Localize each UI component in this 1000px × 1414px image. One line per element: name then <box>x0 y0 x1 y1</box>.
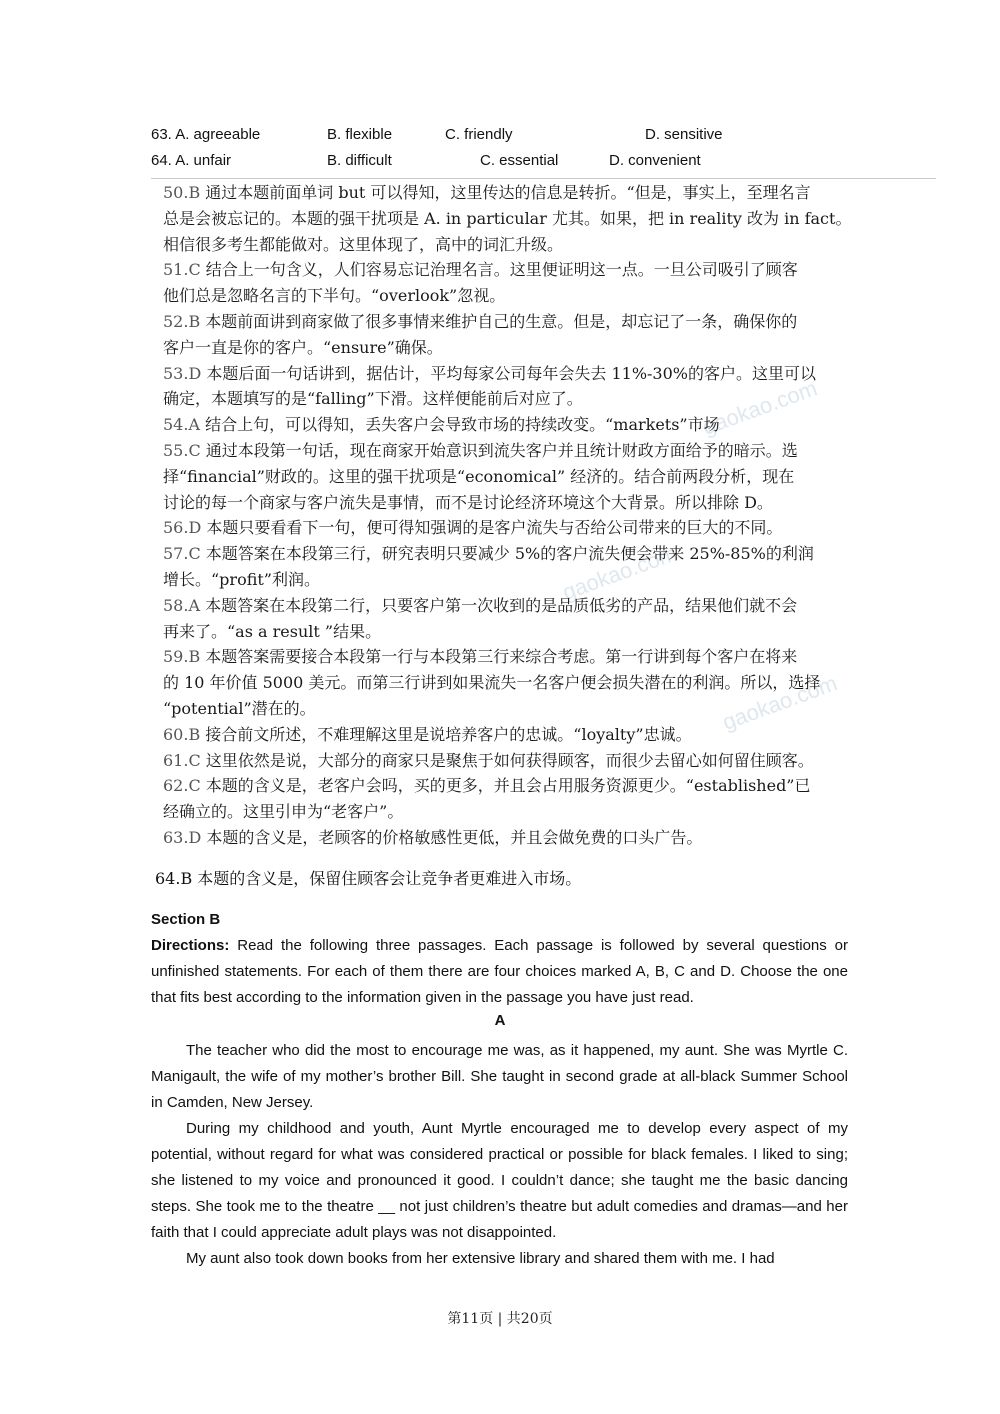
paragraph: During my childhood and youth, Aunt Myrtle encouraged me to develop every aspect of my potential, without regard for what was considered practical or possible for black females. I liked to sing; she listened to my voice and pronounced it good. I couldn’t dance; she taught me the basic dancing steps. She took me to the theatre __ not just children’s theatre but adult comedies and dramas—and her faith that I could appreciate adult plays was not disappointed. <box>151 1120 848 1241</box>
answer-line <box>163 232 908 258</box>
answer-number: 57.C <box>163 544 201 564</box>
answer-number: 60.B <box>163 724 201 744</box>
answer-line <box>163 361 908 387</box>
answer-line <box>163 773 908 799</box>
answer-text: 本题后面一句话讲到，据估计，平均每家公司每年会失去 11%-30%的客户。这里可以 <box>201 363 816 383</box>
answer-line <box>163 490 908 516</box>
answer-text: 接合前文所述，不难理解这里是说培养客户的忠诚。“loyalty”忠诚。 <box>200 724 692 744</box>
answer-number: 55.C <box>163 440 201 460</box>
answer-line <box>163 670 908 696</box>
answer-text: 结合上句，可以得知，丢失客户会导致市场的持续改变。“markets”市场 <box>200 415 720 435</box>
answer-line <box>163 696 908 722</box>
answer-text: 客户一直是你的客户。“ensure”确保。 <box>163 337 443 357</box>
answer-text: 再来了。“as a result ”结果。 <box>163 621 382 641</box>
answer-number: 61.C <box>163 750 201 770</box>
option-a: 64. A. unfair <box>151 152 232 169</box>
answer-text: 结合上一句含义，人们容易忘记治理名言。这里便证明这一点。一旦公司吸引了顾客 <box>200 260 798 280</box>
answer-line <box>163 567 908 593</box>
answer-line <box>163 825 908 851</box>
answer-text: 本题只要看看下一句，便可得知强调的是客户流失与否给公司带来的巨大的不同。 <box>201 518 783 538</box>
answer-text: 确定，本题填写的是“falling”下滑。这样便能前后对应了。 <box>163 389 583 409</box>
option-a: 63. A. agreeable <box>151 126 261 143</box>
answer-number: 62.C <box>163 776 201 796</box>
answer-text: 通过本段第一句话，现在商家开始意识到流失客户并且统计财政方面给予的暗示。选 <box>200 440 798 460</box>
answer-text: 本题的含义是，老顾客的价格敏感性更低，并且会做免费的口头广告。 <box>201 827 703 847</box>
answer-number: 59.B <box>163 647 201 667</box>
section-title: Section B <box>151 911 221 928</box>
watermark: gaokao.com <box>719 670 841 735</box>
answer-text: 这里依然是说，大部分的商家只是聚焦于如何获得顾客，而很少去留心如何留住顾客。 <box>200 750 814 770</box>
answer-line <box>163 206 908 232</box>
passage-letter: A <box>494 1012 506 1029</box>
answer-text: 择“financial”财政的。这里的强干扰项是“economical” 经济的。结合前两段分析，现在 <box>163 466 795 486</box>
answer-line <box>163 464 908 490</box>
option-b: B. flexible <box>327 126 393 143</box>
answer-line <box>163 309 908 335</box>
answer-line <box>163 619 908 645</box>
answer-number: 54.A <box>163 415 200 435</box>
answer-text: “potential”潜在的。 <box>163 698 316 718</box>
answer-line <box>163 593 908 619</box>
answer-line <box>163 257 908 283</box>
answer-line <box>163 799 908 825</box>
answer-number: 51.C <box>163 260 201 280</box>
answer-text: 总是会被忘记的。本题的强干扰项是 A. in particular 尤其。如果，把 in reality 改为 in fact。 <box>163 208 852 228</box>
answer-line <box>163 515 908 541</box>
page-footer: 第11页 | 共20页 <box>447 1311 553 1327</box>
answer-number: 53.D <box>163 363 202 383</box>
answer-line <box>163 722 908 748</box>
watermark: gaokao.com <box>559 540 681 605</box>
answer-line <box>163 438 908 464</box>
answer-text: 本题的含义是，老客户会吗，买的更多，并且会占用服务资源更少。“established”已 <box>200 776 811 796</box>
answer-text: 本题答案需要接合本段第一行与本段第三行来综合考虑。第一行讲到每个客户在将来 <box>200 647 798 667</box>
answer-number: 56.D <box>163 518 202 538</box>
answer-number: 50.B <box>163 183 201 202</box>
answer-number: 63.D <box>163 827 202 847</box>
answer-text: 通过本题前面单词 but 可以得知，这里传达的信息是转折。“但是，事实上，至理名言 <box>200 183 811 202</box>
answer-number: 52.B <box>163 311 201 331</box>
answer-text: 相信很多考生都能做对。这里体现了，高中的词汇升级。 <box>163 234 564 254</box>
answer-explanations <box>163 180 908 851</box>
answer-text: 增长。“profit”利润。 <box>163 569 320 589</box>
answer-line <box>163 386 908 412</box>
option-c: C. essential <box>480 152 559 169</box>
answer-text: 本题前面讲到商家做了很多事情来维护自己的生意。但是，却忘记了一条，确保你的 <box>200 311 798 331</box>
answer-line <box>163 748 908 774</box>
answer-line <box>163 412 908 438</box>
answer-text: 经确立的。这里引申为“老客户”。 <box>163 802 404 822</box>
answer-line <box>163 335 908 361</box>
answer-64: 64.B 本题的含义是，保留住顾客会让竞争者更难进入市场。 <box>155 869 582 888</box>
answer-text: 他们总是忽略名言的下半句。“overlook”忽视。 <box>163 286 506 306</box>
directions-text: Read the following three passages. Each passage is followed by several questions or unfinished statements. For each of them there are four choices marked A, B, C and D. Choose the one that fits best according to the information given in the passage you have just read. <box>151 937 848 1006</box>
answer-line <box>163 644 908 670</box>
paragraph: The teacher who did the most to encourage me was, as it happened, my aunt. She was Myrtle C. Manigault, the wife of my mother’s brother Bill. She taught in second grade at all-black Summer School in Camden, New Jersey. <box>151 1042 848 1111</box>
answer-line <box>163 180 908 206</box>
answer-line <box>163 541 908 567</box>
passage-a <box>151 1038 848 1272</box>
option-d: D. convenient <box>609 152 701 169</box>
option-c: C. friendly <box>445 126 513 143</box>
paragraph: My aunt also took down books from her extensive library and shared them with me. I had <box>186 1250 775 1267</box>
option-d: D. sensitive <box>645 126 723 143</box>
watermark: gaokao.com <box>699 375 821 440</box>
answer-line <box>163 283 908 309</box>
answer-text: 讨论的每一个商家与客户流失是事情，而不是讨论经济环境这个大背景。所以排除 D。 <box>163 492 773 512</box>
answer-text: 本题答案在本段第三行，研究表明只要减少 5%的客户流失便会带来 25%-85%的利润 <box>200 544 814 564</box>
answer-number: 58.A <box>163 595 200 615</box>
option-b: B. difficult <box>327 152 392 169</box>
divider <box>151 178 936 179</box>
answer-text: 的 10 年价值 5000 美元。而第三行讲到如果流失一名客户便会损失潜在的利润。所以，选择 <box>163 673 821 693</box>
directions <box>151 933 848 1011</box>
answer-text: 本题答案在本段第二行，只要客户第一次收到的是品质低劣的产品，结果他们就不会 <box>200 595 798 615</box>
directions-label: Directions: <box>151 937 230 954</box>
